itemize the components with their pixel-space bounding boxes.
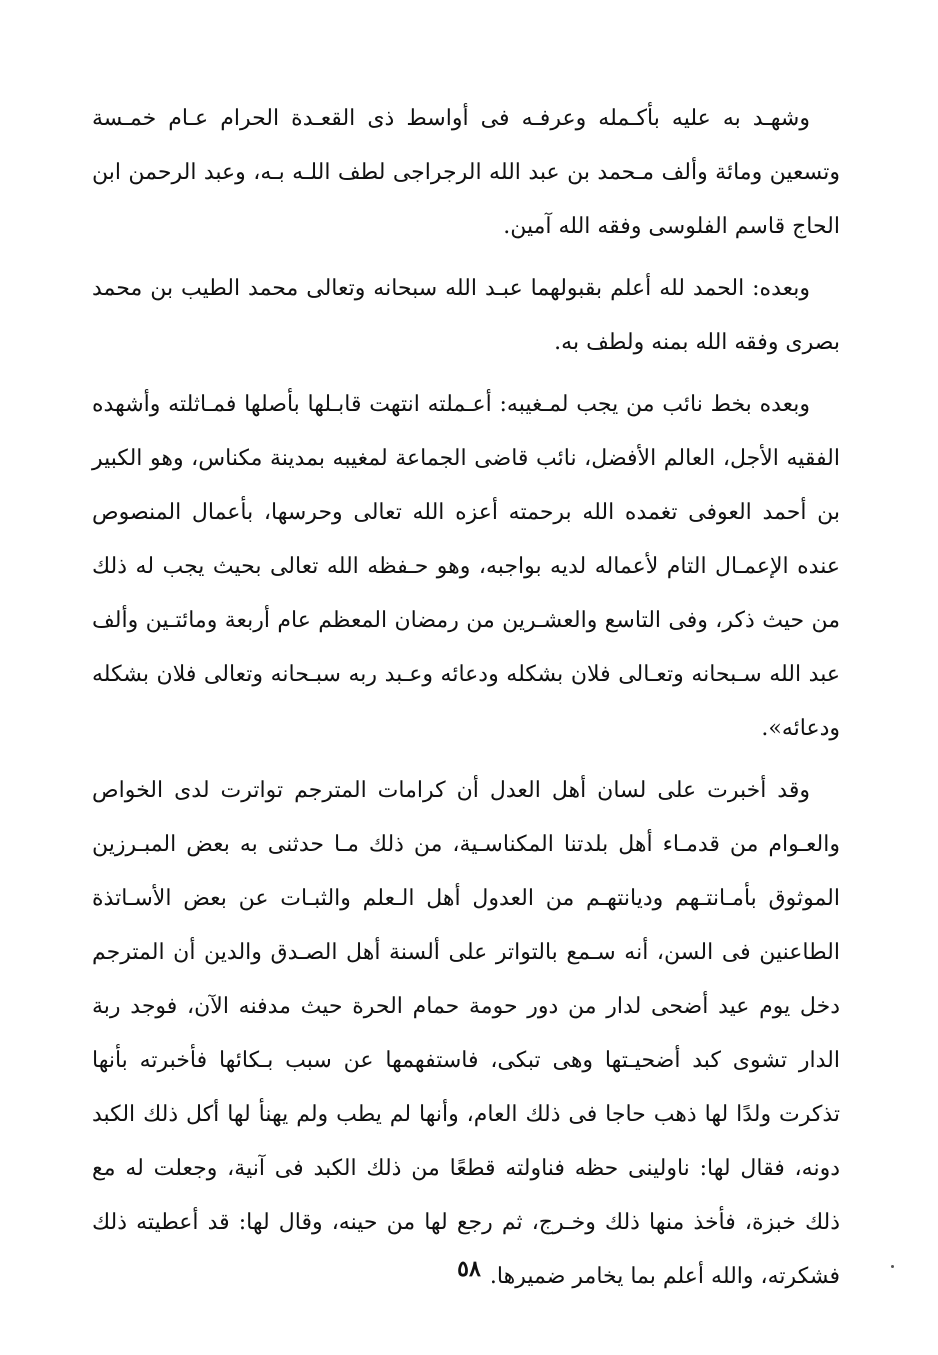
paragraph-karamat-account: وقد أخبرت على لسان أهل العدل أن كرامات المترجم تواترت لدى الخواص والعـوام من قدمـاء أهل بلدتنا المكناسـية، من ذلك مـا حدثنى به بعض المبـرزين الموثوق بأمـانتـهم وديانتهـم من العدول أهل الـعلم والثبـات عن بعض الأسـاتذة الطاعنين فى السن، أنه سـمع بالتواتر على ألسنة أهل الصـدق والدين أن المترجم دخل يوم عيد أضحى لدار من دور حومة حمام الحرة حيث مدفنه الآن، فوجد ربة الدار تشوى كبد أضحيـتها وهى تبكى، فاستفهمها عن سبب بـكائها فأخبرته بأنها تذكرت ولدًا لها ذهب حاجا فى ذلك العام، وأنها لم يطب ولم يهنأ لها أكل ذلك الكبد دونه، فقال لها: ناولينى حظه فناولته قطعًا من ذلك الكبد فى آنية، وجعلت له مع ذلك خبزة، فأخذ منها ذلك وخـرج، ثم رجع لها من حينه، وقال لها: قد أعطيته ذلك فشكرته، والله أعلم بما يخامر ضميرها. [92,778,840,1289]
paragraph-witness: وشهـد به عليه بأكـمله وعرفـه فى أواسط ذى القعـدة الحرام عـام خمـسة وتسعين ومائة وألف مـحمد بن عبد الله الرجراجى لطف اللـه بـه، وعبد الرحمن ابن الحاج قاسم الفلوسى وفقه الله آمين. [92,106,840,239]
page-number: ٥٨ [457,1256,481,1282]
paragraph-deputy-judge: وبعده بخط نائب من يجب لمـغيبه: أعـملته انتهت قابـلها بأصلها فمـاثلته وأشهده الفقيه الأجل، العالم الأفضل، نائب قاضى الجماعة لمغيبه بمدينة مكناس، وهو الكبير بن أحمد العوفى تغمده الله برحمته أعزه الله تعالى وحرسها، بأعمال المنصوص عنده الإعمـال التام لأعماله لديه بواجبه، وهو حـفظه الله تعالى بحيث يجب له ذلك من حيث ذكر، وفى التاسع والعشـرين من رمضان المعظم عام أربعة ومائتـين وألف عبد الله سـبحانه وتعـالى فلان بشكله ودعائه وعـبد ربه سبـحانه وتعالى فلان بشكله ودعائه». [92,392,840,741]
paragraph-second-witness: وبعده: الحمد لله أعلم بقبولهما عبـد الله سبحانه وتعالى محمد الطيب بن محمد بصرى وفقه الله بمنه ولطف به. [92,276,840,355]
scan-speck-mark [891,1265,894,1268]
page-body-text [92,92,840,1312]
